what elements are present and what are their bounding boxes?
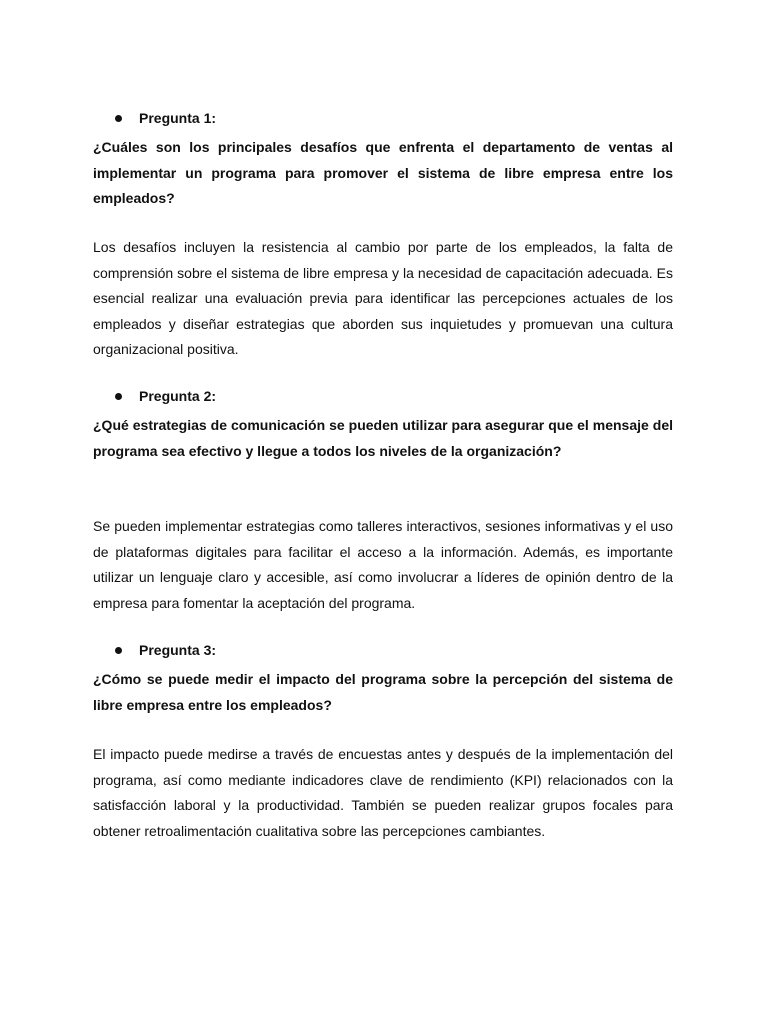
question-heading-3 bbox=[115, 641, 216, 659]
question-label: Pregunta 2: bbox=[139, 388, 217, 404]
question-text-2: ¿Qué estrategias de comunicación se pueden utilizar para asegurar que el mensaje del programa sea efectivo y llegue a todos los niveles de la organización? bbox=[93, 417, 673, 459]
bullet-icon bbox=[115, 393, 122, 400]
answer-text-1: Los desafíos incluyen la resistencia al cambio por parte de los empleados, la falta de comprensión sobre el sistema de libre empresa y la necesidad de capacitación adecuada. Es esencial realizar una evaluación previa para identificar las percepciones actuales de los empleados y diseñar estrategias que aborden sus inquietudes y promuevan una cultura organizacional positiva. bbox=[93, 239, 673, 357]
bullet-icon bbox=[115, 115, 122, 122]
answer-text-3: El impacto puede medirse a través de encuestas antes y después de la implementación del programa, así como mediante indicadores clave de rendimiento (KPI) relacionados con la satisfacción laboral y la productividad. También se pueden realizar grupos focales para obtener retroalimentación cualitativa sobre las percepciones cambiantes. bbox=[93, 746, 673, 839]
answer-text-2: Se pueden implementar estrategias como talleres interactivos, sesiones informativas y el uso de plataformas digitales para facilitar el acceso a la información. Además, es importante utilizar un lenguaje claro y accesible, así como involucrar a líderes de opinión dentro de la empresa para fomentar la aceptación del programa. bbox=[93, 518, 673, 611]
bullet-icon bbox=[115, 647, 122, 654]
question-heading-2 bbox=[115, 387, 216, 405]
question-heading-1 bbox=[115, 109, 216, 127]
question-text-1: ¿Cuáles son los principales desafíos que enfrenta el departamento de ventas al implementar un programa para promover el sistema de libre empresa entre los empleados? bbox=[93, 139, 673, 206]
question-label: Pregunta 3: bbox=[139, 642, 217, 658]
question-label: Pregunta 1: bbox=[139, 110, 217, 126]
question-text-3: ¿Cómo se puede medir el impacto del programa sobre la percepción del sistema de libre empresa entre los empleados? bbox=[93, 671, 673, 713]
